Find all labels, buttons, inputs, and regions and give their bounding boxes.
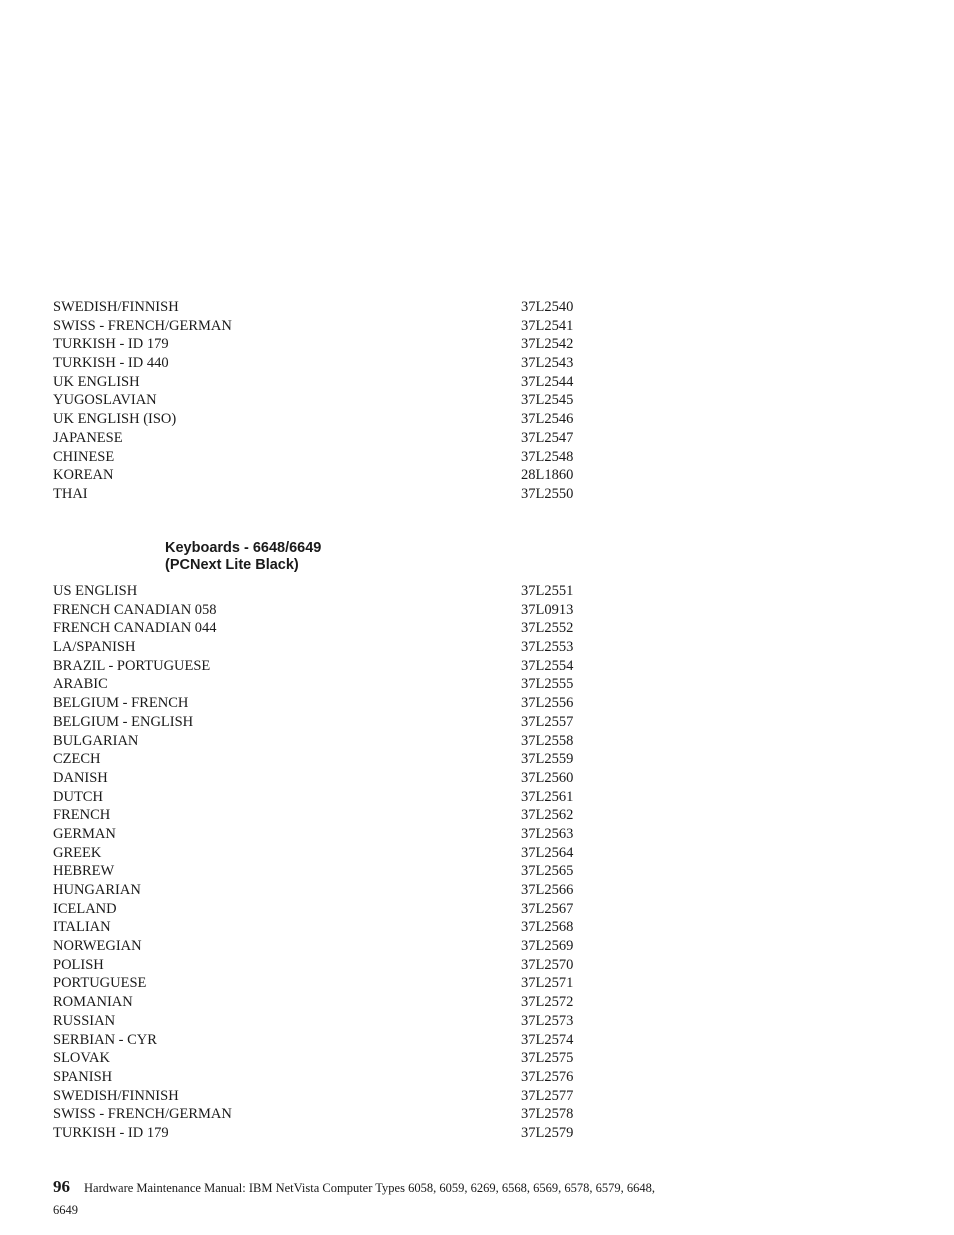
keyboard-name: POLISH	[53, 956, 104, 973]
table-row	[53, 619, 613, 638]
part-number: 37L2579	[521, 1124, 574, 1141]
part-number: 37L2553	[521, 639, 574, 656]
table-row	[53, 974, 613, 993]
part-number: 37L2569	[521, 938, 574, 955]
keyboard-name: JAPANESE	[53, 429, 123, 446]
keyboard-name: CZECH	[53, 751, 101, 768]
keyboard-name: SLOVAK	[53, 1050, 110, 1067]
heading-line-1: Keyboards - 6648/6649	[165, 540, 322, 556]
part-number: 37L0913	[521, 601, 574, 618]
keyboard-name: HUNGARIAN	[53, 882, 141, 898]
part-number: 37L2577	[521, 1087, 574, 1104]
part-number: 37L2548	[521, 448, 574, 465]
table-row	[53, 1105, 613, 1124]
keyboard-name: ICELAND	[53, 900, 117, 917]
table-row	[53, 485, 613, 504]
table-row	[53, 694, 613, 713]
keyboard-name: HEBREW	[53, 863, 115, 880]
part-number: 37L2552	[521, 620, 574, 637]
page-footer	[53, 1176, 753, 1221]
part-number: 37L2562	[521, 807, 574, 824]
part-number: 37L2570	[521, 956, 574, 973]
table-row	[53, 410, 613, 429]
part-number: 37L2558	[521, 732, 574, 749]
table-row	[53, 713, 613, 732]
keyboard-name: ROMANIAN	[53, 994, 133, 1011]
table-row	[53, 788, 613, 807]
part-number: 37L2541	[521, 317, 574, 334]
section-heading	[165, 540, 321, 573]
table-row	[53, 675, 613, 694]
table-row	[53, 601, 613, 620]
keyboard-name: SERBIAN - CYR	[53, 1031, 157, 1048]
keyboard-parts-table-1	[53, 298, 613, 504]
table-row	[53, 918, 613, 937]
table-row	[53, 582, 613, 601]
part-number: 37L2568	[521, 919, 574, 936]
part-number: 37L2554	[521, 657, 574, 674]
table-row	[53, 900, 613, 919]
part-number: 37L2542	[521, 336, 574, 353]
table-row	[53, 373, 613, 392]
part-number: 28L1860	[521, 467, 574, 484]
keyboard-name: SWEDISH/FINNISH	[53, 299, 179, 315]
table-row	[53, 806, 613, 825]
table-row	[53, 657, 613, 676]
table-row	[53, 993, 613, 1012]
table-row	[53, 638, 613, 657]
keyboard-name: RUSSIAN	[53, 1012, 116, 1029]
keyboard-name: BELGIUM - ENGLISH	[53, 713, 194, 730]
table-row	[53, 466, 613, 485]
keyboard-name: YUGOSLAVIAN	[53, 392, 157, 409]
keyboard-name: SWISS - FRENCH/GERMAN	[53, 317, 232, 334]
table-row	[53, 956, 613, 975]
part-number: 37L2545	[521, 392, 574, 409]
part-number: 37L2566	[521, 882, 574, 898]
table-row	[53, 844, 613, 863]
table-row	[53, 448, 613, 467]
part-number: 37L2574	[521, 1031, 574, 1048]
table-row	[53, 335, 613, 354]
part-number: 37L2557	[521, 713, 574, 730]
part-number: 37L2573	[521, 1012, 574, 1029]
keyboard-name: FRENCH CANADIAN 058	[53, 601, 217, 618]
keyboard-name: DUTCH	[53, 788, 103, 805]
keyboard-name: FRENCH CANADIAN 044	[53, 620, 217, 637]
part-number: 37L2571	[521, 975, 574, 992]
keyboard-name: THAI	[53, 485, 88, 502]
table-row	[53, 769, 613, 788]
keyboard-name: TURKISH - ID 179	[53, 336, 169, 353]
table-row	[53, 1087, 613, 1106]
keyboard-name: UK ENGLISH (ISO)	[53, 411, 177, 428]
keyboard-parts-table-2	[53, 582, 613, 1143]
keyboard-name: NORWEGIAN	[53, 938, 142, 955]
heading-line-2: (PCNext Lite Black)	[165, 556, 299, 573]
part-number: 37L2543	[521, 355, 574, 372]
table-row	[53, 937, 613, 956]
part-number: 37L2560	[521, 769, 574, 786]
table-row	[53, 825, 613, 844]
part-number: 37L2563	[521, 825, 574, 842]
part-number: 37L2547	[521, 429, 574, 446]
part-number: 37L2556	[521, 695, 574, 712]
table-row	[53, 1012, 613, 1031]
keyboard-name: US ENGLISH	[53, 583, 138, 599]
part-number: 37L2555	[521, 676, 574, 693]
keyboard-name: SWISS - FRENCH/GERMAN	[53, 1106, 232, 1123]
part-number: 37L2576	[521, 1068, 574, 1085]
part-number: 37L2572	[521, 994, 574, 1011]
table-row	[53, 354, 613, 373]
keyboard-name: BELGIUM - FRENCH	[53, 695, 189, 712]
keyboard-name: GERMAN	[53, 825, 116, 842]
table-row	[53, 1068, 613, 1087]
part-number: 37L2561	[521, 788, 574, 805]
keyboard-name: SWEDISH/FINNISH	[53, 1087, 179, 1104]
keyboard-name: CHINESE	[53, 448, 115, 465]
footer-title: Hardware Maintenance Manual: IBM NetVista Computer Types 6058, 6059, 6269, 6568, 6569, 6578, 6579, 6648,	[84, 1181, 655, 1195]
part-number: 37L2564	[521, 844, 574, 861]
table-row	[53, 1049, 613, 1068]
table-row	[53, 317, 613, 336]
keyboard-name: DANISH	[53, 769, 108, 786]
table-row	[53, 391, 613, 410]
part-number: 37L2544	[521, 373, 574, 390]
table-row	[53, 1124, 613, 1143]
footer-title-continued: 6649	[53, 1203, 78, 1217]
keyboard-name: ITALIAN	[53, 919, 111, 936]
keyboard-name: LA/SPANISH	[53, 639, 136, 656]
part-number: 37L2567	[521, 900, 574, 917]
keyboard-name: TURKISH - ID 179	[53, 1124, 169, 1141]
table-row	[53, 862, 613, 881]
page-number: 96	[53, 1177, 70, 1196]
table-row	[53, 732, 613, 751]
keyboard-name: PORTUGUESE	[53, 975, 147, 992]
part-number: 37L2540	[521, 299, 574, 315]
keyboard-name: BULGARIAN	[53, 732, 139, 749]
keyboard-name: KOREAN	[53, 467, 114, 484]
table-row	[53, 298, 613, 317]
table-row	[53, 1031, 613, 1050]
part-number: 37L2550	[521, 485, 574, 502]
part-number: 37L2578	[521, 1106, 574, 1123]
table-row	[53, 429, 613, 448]
part-number: 37L2551	[521, 583, 574, 599]
part-number: 37L2546	[521, 411, 574, 428]
part-number: 37L2565	[521, 863, 574, 880]
part-number: 37L2559	[521, 751, 574, 768]
keyboard-name: SPANISH	[53, 1068, 113, 1085]
part-number: 37L2575	[521, 1050, 574, 1067]
keyboard-name: ARABIC	[53, 676, 108, 693]
table-row	[53, 750, 613, 769]
table-row	[53, 881, 613, 900]
keyboard-name: UK ENGLISH	[53, 373, 140, 390]
keyboard-name: GREEK	[53, 844, 102, 861]
keyboard-name: TURKISH - ID 440	[53, 355, 169, 372]
keyboard-name: FRENCH	[53, 807, 111, 824]
keyboard-name: BRAZIL - PORTUGUESE	[53, 657, 211, 674]
